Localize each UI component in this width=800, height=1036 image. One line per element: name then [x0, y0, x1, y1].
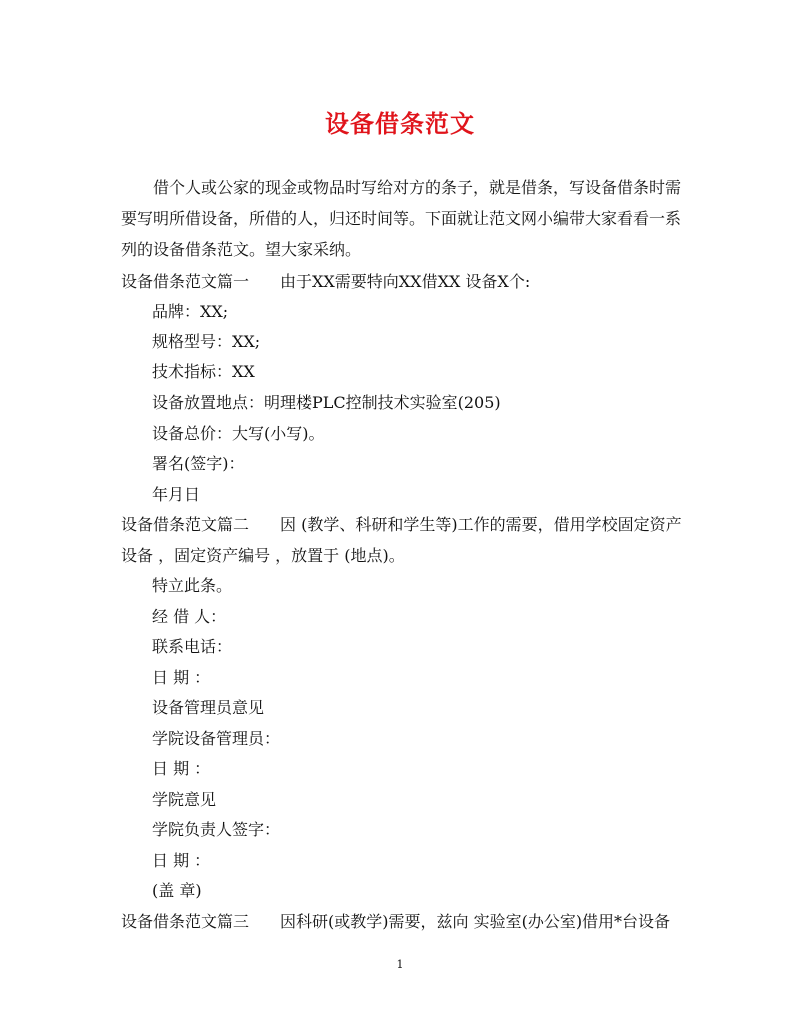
section-2-heading: [121, 514, 682, 536]
section-2-line: 特立此条。: [152, 576, 233, 595]
section-2-line: (盖 章): [152, 881, 202, 900]
section-1-line: 署名(签字)：: [152, 454, 245, 473]
section-3-label: 设备借条范文篇三: [121, 912, 250, 931]
section-2-continuation: 设备 ，固定资产编号 ，放置于 (地点)。: [121, 546, 405, 565]
page-number: 1: [396, 958, 404, 971]
section-1-line: 品牌：XX;: [152, 302, 229, 321]
section-2-text: 因 (教学、科研和学生等)工作的需要，借用学校固定资产: [280, 515, 682, 534]
section-2-line: 日 期 ：: [152, 759, 211, 778]
section-1-line: 技术指标：XX: [152, 362, 255, 381]
section-2-line: 学院设备管理员：: [152, 729, 281, 748]
section-1-line: 规格型号：XX;: [152, 332, 261, 351]
intro-paragraph: 借个人或公家的现金或物品时写给对方的条子，就是借条，写设备借条时需要写明所借设备，所借的人，归还时间等。下面就让范文网小编带大家看看一系列的设备借条范文。望大家采纳。: [121, 178, 682, 259]
section-1-label: 设备借条范文篇一: [121, 272, 250, 291]
section-1-line: 设备总价：大写(小写)。: [152, 424, 325, 443]
section-1-text: 由于XX需要特向XX借XX 设备X个:: [280, 272, 531, 291]
section-2-line: 学院意见: [152, 790, 217, 809]
section-1-line: 设备放置地点：明理楼PLC控制技术实验室(205): [152, 393, 501, 412]
section-3-heading: [121, 911, 670, 933]
section-2-line: 学院负责人签字：: [152, 820, 281, 839]
section-2-line: 联系电话：: [152, 637, 233, 656]
section-3-text: 因科研(或教学)需要，兹向 实验室(办公室)借用*台设备: [280, 912, 671, 931]
section-2-line: 设备管理员意见: [152, 698, 265, 717]
section-2-line: 日 期 ：: [152, 668, 211, 687]
document-title: 设备借条范文: [325, 109, 475, 138]
section-2-line: 日 期 ：: [152, 851, 211, 870]
section-2-line: 经 借 人：: [152, 607, 227, 626]
section-1-heading: [121, 271, 530, 293]
section-1-line: 年月日: [152, 485, 201, 504]
section-2-label: 设备借条范文篇二: [121, 515, 250, 534]
